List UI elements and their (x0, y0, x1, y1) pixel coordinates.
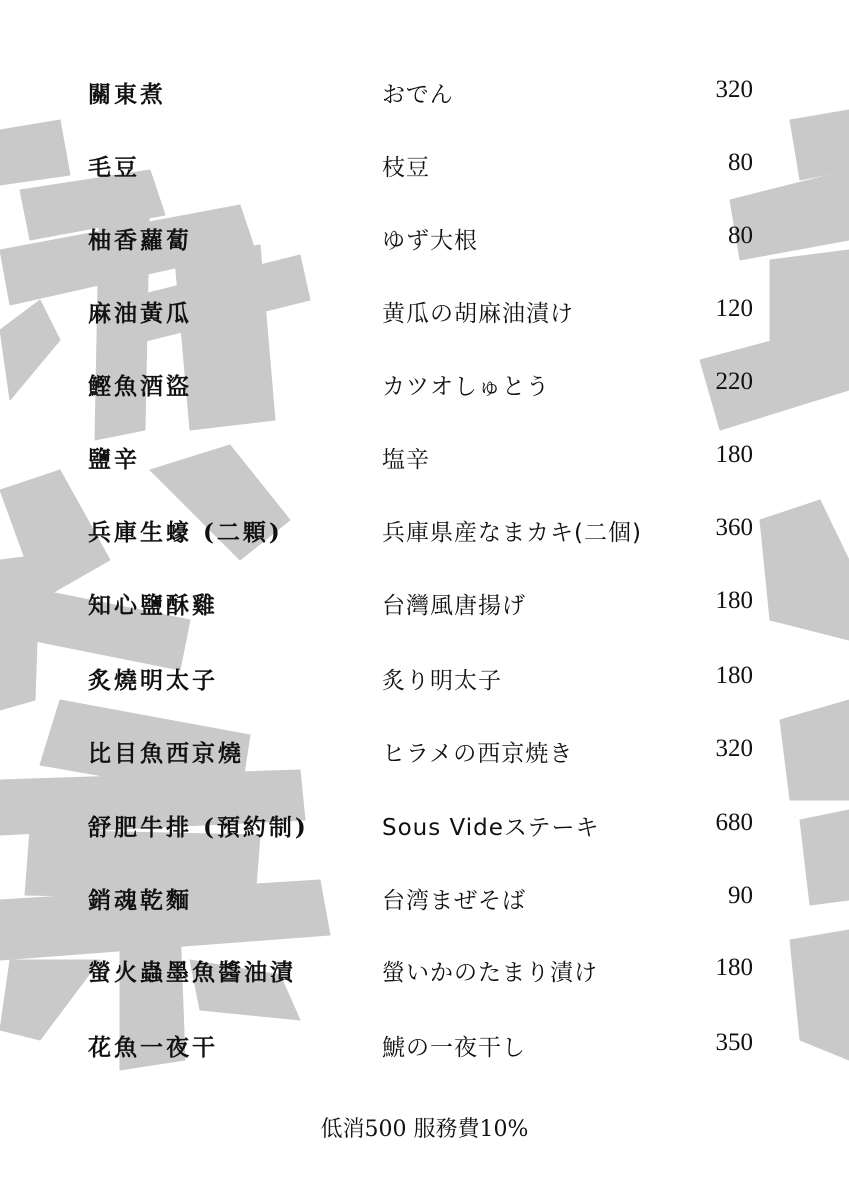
menu-item (0, 876, 849, 916)
item-name-zh: 兵庫生蠔 (二顆) (88, 519, 283, 546)
item-name-ja: ヒラメの西京焼き (382, 741, 574, 767)
item-name-ja: 塩辛 (382, 447, 430, 473)
menu-item (0, 289, 849, 329)
item-name-ja: ゆず大根 (382, 228, 478, 254)
item-price: 90 (728, 882, 753, 909)
item-name-zh: 毛豆 (88, 154, 140, 181)
menu-item (0, 362, 849, 402)
menu-item (0, 508, 849, 548)
item-price: 320 (715, 76, 753, 103)
item-name-zh: 關東煮 (88, 81, 166, 108)
item-name-ja: 台灣風唐揚げ (382, 593, 526, 619)
item-name-zh: 花魚一夜干 (88, 1034, 218, 1061)
item-name-zh: 比目魚西京燒 (88, 740, 244, 767)
menu-item (0, 656, 849, 696)
item-name-ja: 兵庫県産なまカキ(二個) (382, 520, 642, 546)
item-name-ja: 枝豆 (382, 155, 430, 181)
item-name-ja: カツオしゅとう (382, 374, 550, 400)
item-price: 180 (715, 662, 753, 689)
menu-item (0, 1023, 849, 1063)
item-name-zh: 炙燒明太子 (88, 667, 218, 694)
item-price: 220 (715, 368, 753, 395)
item-price: 180 (715, 587, 753, 614)
menu-item (0, 729, 849, 769)
item-name-ja: 黄瓜の胡麻油漬け (382, 301, 574, 327)
item-name-ja: 台湾まぜそば (382, 888, 526, 914)
item-price: 180 (715, 441, 753, 468)
menu-item (0, 803, 849, 843)
item-price: 350 (715, 1029, 753, 1056)
item-name-zh: 螢火蟲墨魚醬油漬 (88, 959, 296, 986)
menu-item (0, 948, 849, 988)
item-name-ja: 炙り明太子 (382, 668, 502, 694)
item-name-zh: 知心鹽酥雞 (88, 592, 218, 619)
minimum-charge-note: 低消500 服務費10% (320, 1117, 529, 1142)
menu-item (0, 143, 849, 183)
item-name-zh: 柚香蘿蔔 (88, 227, 192, 254)
item-name-zh: 麻油黃瓜 (88, 300, 192, 327)
menu-item (0, 216, 849, 256)
item-name-zh: 舒肥牛排 (預約制) (88, 814, 309, 841)
item-name-ja: 螢いかのたまり漬け (382, 960, 598, 986)
item-price: 180 (715, 954, 753, 981)
item-name-ja: おでん (382, 82, 454, 108)
item-price: 360 (715, 514, 753, 541)
item-name-zh: 鰹魚酒盜 (88, 373, 192, 400)
item-name-zh: 銷魂乾麵 (88, 887, 192, 914)
item-price: 320 (715, 735, 753, 762)
item-price: 80 (728, 149, 753, 176)
item-price: 80 (728, 222, 753, 249)
menu-item (0, 581, 849, 621)
item-price: 680 (715, 809, 753, 836)
item-name-zh: 鹽辛 (88, 446, 140, 473)
item-name-ja: 鯱の一夜干し (382, 1035, 526, 1061)
menu-item (0, 435, 849, 475)
item-name-ja: Sous Videステーキ (382, 815, 600, 841)
item-price: 120 (715, 295, 753, 322)
menu-item (0, 70, 849, 110)
